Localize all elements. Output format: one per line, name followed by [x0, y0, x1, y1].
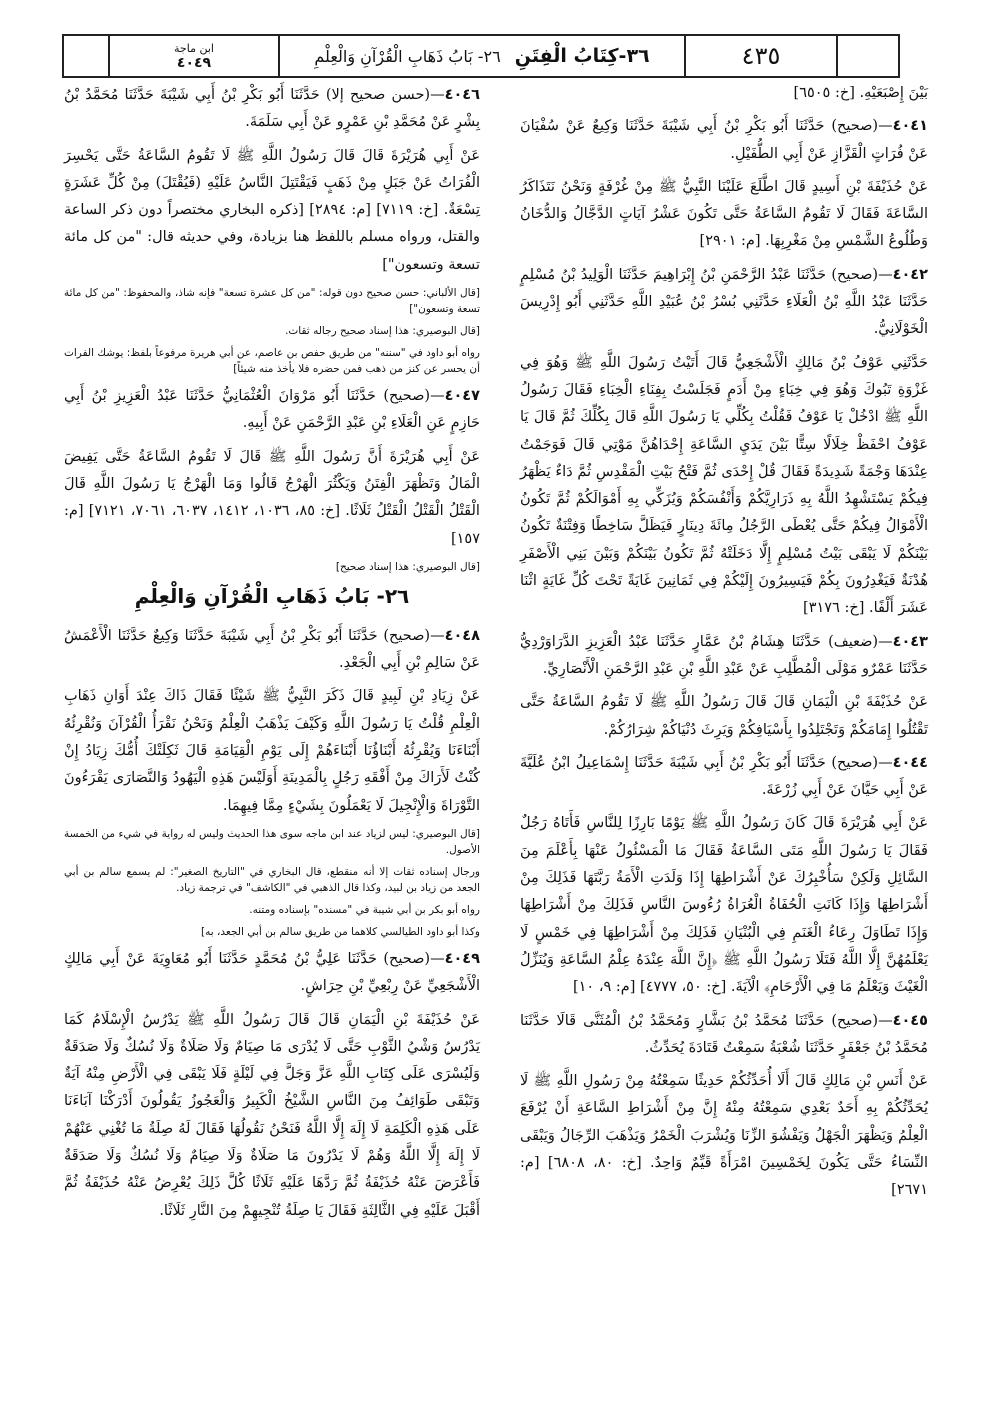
paragraph-text: عَنْ حُذَيْفَةَ بْنِ الْيَمَانِ قَالَ قَالَ رَسُولُ اللَّهِ ﷺ لَا تَقُومُ السَّاعَةُ حَتَّى تَقْتُلُوا إِمَامَكُمْ وَتَجْتَلِدُوا بِأَسْيَافِكُمْ وَيَرِثَ دُنْيَاكُمْ شِرَارُكُمْ. — [520, 694, 928, 738]
paragraph-text: عَنْ حُذَيْفَةَ بْنِ الْيَمَانِ قَالَ قَالَ رَسُولُ اللَّهِ ﷺ يَدْرُسُ الْإِسْلَامُ كَمَا يَدْرُسُ وَشْيُ الثَّوْبِ حَتَّى لَا يُدْرَى مَا صِيَامٌ وَلَا صَلَاةٌ وَلَا نُسُكٌ وَلَا صَدَقَةٌ وَلَيُسْرَى عَلَى كِتَابِ اللَّهِ عَزَّ وَجَلَّ فِي لَيْلَةٍ فَلَا يَبْقَى فِي الْأَرْضِ مِنْهُ آيَةٌ وَتَبْقَى طَوَائِفُ مِنَ النَّاسِ الشَّيْخُ الْكَبِيرُ وَالْعَجُوزُ يَقُولُونَ أَدْرَكْنَا آبَاءَنَا عَلَى هَذِهِ الْكَلِمَةِ لَا إِلَهَ إِلَّا اللَّهُ فَنَحْنُ نَقُولُهَا فَقَالَ لَهُ صِلَةُ مَا تُغْنِي عَنْهُمْ لَا إِلَهَ إِلَّا اللَّهُ وَهُمْ لَا يَدْرُونَ مَا صَلَاةٌ وَلَا صِيَامٌ وَلَا نُسُكٌ وَلَا صَدَقَةٌ فَأَعْرَضَ عَنْهُ حُذَيْفَةُ ثُمَّ رَدَّهَا عَلَيْهِ ثَلَاثًا كُلَّ ذَلِكَ يُعْرِضُ عَنْهُ حُذَيْفَةُ ثُمَّ أَقْبَلَ عَلَيْهِ فِي الثَّالِثَةِ فَقَالَ يَا صِلَةُ تُنْجِيهِمْ مِنَ النَّارِ ثَلَاثًا. — [64, 1011, 480, 1219]
paragraph-text: وكذا أبو داود الطيالسي كلاهما من طريق سالم بن أبي الجعد، به] — [201, 925, 480, 938]
hadith-number: ٤٠٤٩ — [444, 950, 480, 967]
paragraph-text: [قال البوصيري: هذا إسناد صحيح رجاله ثقات. — [285, 325, 480, 338]
paragraph-text: (صحيح) حَدَّثَنَا عَبْدُ الرَّحْمَنِ بْنُ إِبْرَاهِيمَ حَدَّثَنَا الْوَلِيدُ بْنُ مُسْلِمٍ حَدَّثَنَا عَبْدُ اللَّهِ بْنُ الْعَلَاءِ حَدَّثَنِي بُسْرُ بْنُ عُبَيْدِ اللَّهِ حَدَّثَنِي أَبُو إِدْرِيسَ الْخَوْلَانِيُّ. — [520, 266, 928, 338]
running-title — [278, 36, 684, 76]
hadith-text — [520, 689, 928, 744]
paragraph-text: عَنْ زِيَادِ بْنِ لَبِيدٍ قَالَ ذَكَرَ النَّبِيُّ ﷺ شَيْئًا فَقَالَ ذَاكَ عِنْدَ أَوَانِ ذَهَابِ الْعِلْمِ قُلْتُ يَا رَسُولَ اللَّهِ وَكَيْفَ يَذْهَبُ الْعِلْمُ وَنَحْنُ نَقْرَأُ الْقُرْآنَ وَنُقْرِئُهُ أَبْنَاءَنَا وَيُقْرِئُهُ أَبْنَاؤُنَا أَبْنَاءَهُمْ إِلَى يَوْمِ الْقِيَامَةِ قَالَ ثَكِلَتْكَ أُمُّكَ زِيَادُ إِنْ كُنْتُ لَأَرَاكَ مِنْ أَفْقَهِ رَجُلٍ بِالْمَدِينَةِ أَوَلَيْسَ هَذِهِ الْيَهُودُ وَالنَّصَارَى يَقْرَءُونَ التَّوْرَاةَ وَالْإِنْجِيلَ لَا يَعْمَلُونَ بِشَيْءٍ مِمَّا فِيهِمَا. — [64, 688, 480, 814]
paragraph-text: عَنْ أَبِي هُرَيْرَةَ قَالَ قَالَ رَسُولُ اللَّهِ ﷺ لَا تَقُومُ السَّاعَةُ حَتَّى يَحْسِرَ الْفُرَاتُ عَنْ جَبَلٍ مِنْ ذَهَبٍ فَيَقْتَتِلَ النَّاسُ عَلَيْهِ (فَيُقْتَلَ) مِنْ كُلِّ عَشَرَةٍ تِسْعَةٌ. [خ: ٧١١٩] [م: ٢٨٩٤] [ذكره البخاري مختصراً دون ذكر الساعة والقتل، ورواه مسلم باللفظ هنا بزيادة، وفي حديثه قال: "من كل مائة تسعة وتسعون"] — [64, 147, 480, 273]
hadith-text — [64, 1007, 480, 1225]
hadith-text — [520, 810, 928, 1001]
paragraph-text: عَنْ أَبِي هُرَيْرَةَ قَالَ كَانَ رَسُولُ اللَّهِ ﷺ يَوْمًا بَارِزًا لِلنَّاسِ فَأَتَاهُ رَجُلٌ فَقَالَ يَا رَسُولَ اللَّهِ مَتَى السَّاعَةُ فَقَالَ مَا الْمَسْئُولُ عَنْهَا بِأَعْلَمَ مِنَ السَّائِلِ وَلَكِنْ سَأُخْبِرُكَ عَنْ أَشْرَاطِهَا إِذَا وَلَدَتِ الْأَمَةُ رَبَّتَهَا فَذَلِكَ مِنْ أَشْرَاطِهَا وَإِذَا كَانَتِ الْحُفَاةُ الْعُرَاةُ رُءُوسَ النَّاسِ فَذَلِكَ مِنْ أَشْرَاطِهَا وَإِذَا تَطَاوَلَ رِعَاءُ الْغَنَمِ فِي الْبُنْيَانِ فَذَلِكَ مِنْ أَشْرَاطِهَا فِي خَمْسٍ لَا يَعْلَمُهُنَّ إِلَّا اللَّهُ فَتَلَا رَسُولُ اللَّهِ ﷺ ﴿إِنَّ اللَّهَ عِنْدَهُ عِلْمُ السَّاعَةِ وَيُنَزِّلُ الْغَيْثَ وَيَعْلَمُ مَا فِي الْأَرْحَامِ﴾ الْآيَةَ. [خ: ٥٠، ٤٧٧٧] [م: ٩، ١٠] — [520, 815, 928, 996]
book-title: ٣٦-كِتَابُ الْفِتَنِ — [514, 45, 650, 67]
ref-label: ابن ماجة — [174, 42, 214, 55]
paragraph-text: (صحيح) حَدَّثَنَا أَبُو بَكْرِ بْنُ أَبِي شَيْبَةَ حَدَّثَنَا وَكِيعٌ عَنْ سُفْيَانَ عَنْ فُرَاتٍ الْقَزَّازِ عَنْ أَبِي الطُّفَيْلِ. — [520, 118, 928, 162]
hadith-text — [64, 683, 480, 819]
paragraph-text: [قال البوصيري: ليس لزياد عند ابن ماجه سوى هذا الحديث وليس له رواية في شيء من الخمسة الأصول. — [64, 827, 480, 856]
footnote — [64, 559, 480, 575]
hadith-isnad: ٤٠٤٤—(صحيح) حَدَّثَنَا أَبُو بَكْرِ بْنُ أَبِي شَيْبَةَ حَدَّثَنَا إِسْمَاعِيلُ ابْنُ عُلَيَّةَ عَنْ أَبِي حَيَّانَ عَنْ أَبِي زُرْعَةَ. — [520, 754, 928, 799]
footnote — [64, 323, 480, 339]
footnote — [64, 826, 480, 858]
hadith-isnad: ٤٠٤٩—(صحيح) حَدَّثَنَا عَلِيُّ بْنُ مُحَمَّدٍ حَدَّثَنَا أَبُو مُعَاوِيَةَ عَنْ أَبِي مَالِكٍ الْأَشْجَعِيِّ عَنْ رِبْعِيِّ بْنِ حِرَاشٍ. — [64, 950, 480, 995]
footnote — [64, 345, 480, 377]
chapter-subtitle: ٢٦- بَابُ ذَهَابِ الْقُرْآنِ وَالْعِلْمِ — [314, 46, 501, 66]
paragraph-text: بَيْنَ إِصْبَعَيْهِ. [خ: ٦٥٠٥] — [793, 85, 928, 101]
paragraph-text: (صحيح) حَدَّثَنَا أَبُو بَكْرِ بْنُ أَبِي شَيْبَةَ حَدَّثَنَا وَكِيعٌ حَدَّثَنَا الْأَعْمَشُ عَنْ سَالِمِ بْنِ أَبِي الْجَعْدِ. — [64, 627, 480, 672]
paragraph-text: (صحيح) حَدَّثَنَا أَبُو بَكْرِ بْنُ أَبِي شَيْبَةَ حَدَّثَنَا إِسْمَاعِيلُ ابْنُ عُلَيَّةَ عَنْ أَبِي حَيَّانَ عَنْ أَبِي زُرْعَةَ. — [520, 754, 928, 799]
hadith-text — [520, 174, 928, 256]
paragraph-text: ورجال إسناده ثقات إلا أنه منقطع، قال البخاري في "التاريخ الصغير": لم يسمع سالم بن أبي الجعد من زياد بن لبيد، وكذا قال الذهبي في "الكاشف" في ترجمة زياد. — [64, 865, 480, 894]
ref-number: ٤٠٤٩ — [176, 55, 212, 71]
hadith-isnad: ٤٠٤١—(صحيح) حَدَّثَنَا أَبُو بَكْرِ بْنُ أَبِي شَيْبَةَ حَدَّثَنَا وَكِيعٌ عَنْ سُفْيَانَ عَنْ فُرَاتٍ الْقَزَّازِ عَنْ أَبِي الطُّفَيْلِ. — [520, 118, 928, 162]
paragraph-text: عَنْ أَبِي هُرَيْرَةَ أَنَّ رَسُولَ اللَّهِ ﷺ قَالَ لَا تَقُومُ السَّاعَةُ حَتَّى يَفِيضَ الْمَالُ وَتَظْهَرَ الْفِتَنُ وَيَكْثُرَ الْهَرْجُ قَالُوا وَمَا الْهَرْجُ يَا رَسُولَ اللَّهِ قَالَ الْقَتْلُ الْقَتْلُ الْقَتْلُ ثَلَاثًا. [خ: ٨٥، ١٠٣٦، ١٤١٢، ٦٠٣٧، ٧٠٦١، ٧١٢١] [م: ١٥٧] — [64, 448, 480, 547]
hadith-number: ٤٠٤٥ — [892, 1012, 928, 1029]
header-end-cell — [64, 36, 108, 76]
paragraph-text: رواه أبو بكر بن أبي شيبة في "مسنده" بإسناده ومتنه. — [249, 903, 480, 916]
hadith-number: ٤٠٤٧ — [444, 388, 480, 405]
paragraph-text: (صحيح) حَدَّثَنَا أَبُو مَرْوَانَ الْعُثْمَانِيُّ حَدَّثَنَا عَبْدُ الْعَزِيزِ بْنُ أَبِي حَازِمٍ عَنِ الْعَلَاءِ بْنِ عَبْدِ الرَّحْمَنِ عَنْ أَبِيهِ. — [64, 388, 480, 432]
hadith-text — [520, 1068, 928, 1204]
chapter-heading: ٢٦- بَابُ ذَهَابِ الْقُرْآنِ وَالْعِلْمِ — [134, 583, 410, 608]
paragraph-text: [قال الألباني: حسن صحيح دون قوله: "من كل عشرة تسعة" فإنه شاذ، والمحفوظ: "من كل مائة تسعة وتسعون"] — [64, 287, 480, 316]
paragraph-text: حَدَّثَنِي عَوْفُ بْنُ مَالِكٍ الْأَشْجَعِيُّ قَالَ أَتَيْتُ رَسُولَ اللَّهِ ﷺ وَهُوَ فِي غَزْوَةِ تَبُوكَ وَهُوَ فِي خِبَاءٍ مِنْ أَدَمٍ فَجَلَسْتُ بِفِنَاءِ الْخِبَاءِ فَقَالَ رَسُولُ اللَّهِ ﷺ ادْخُلْ يَا عَوْفُ فَقُلْتُ بِكُلِّي يَا رَسُولَ اللَّهِ قَالَ بِكُلِّكَ ثُمَّ قَالَ يَا عَوْفُ احْفَظْ خِلَالًا سِتًّا بَيْنَ يَدَيِ السَّاعَةِ إِحْدَاهُنَّ مَوْتِي قَالَ فَوَجَمْتُ عِنْدَهَا وَجْمَةً شَدِيدَةً فَقَالَ قُلْ إِحْدَى ثُمَّ فَتْحُ بَيْتِ الْمَقْدِسِ ثُمَّ دَاءٌ يَظْهَرُ فِيكُمْ يَسْتَشْهِدُ اللَّهُ بِهِ ذَرَارِيَّكُمْ وَأَنْفُسَكُمْ وَيُزَكِّي بِهِ أَمْوَالَكُمْ ثُمَّ تَكُونُ الْأَمْوَالُ فِيكُمْ حَتَّى يُعْطَى الرَّجُلُ مِائَةَ دِينَارٍ فَيَظَلَّ سَاخِطًا وَفِتْنَةٌ تَكُونُ بَيْنَكُمْ لَا يَبْقَى بَيْتُ مُسْلِمٍ إِلَّا دَخَلَتْهُ ثُمَّ تَكُونُ بَيْنَكُمْ وَبَيْنَ بَنِي الْأَصْفَرِ هُدْنَةٌ فَيَغْدِرُونَ بِكُمْ فَيَسِيرُونَ إِلَيْكُمْ فِي ثَمَانِينَ غَايَةً تَحْتَ كُلِّ غَايَةٍ اثْنَا عَشَرَ أَلْفًا. [خ: ٣١٧٦] — [520, 354, 928, 617]
hadith-text — [64, 143, 480, 279]
paragraph-text: (ضعيف) حَدَّثَنَا هِشَامُ بْنُ عَمَّارٍ حَدَّثَنَا عَبْدُ الْعَزِيزِ الدَّرَاوَرْدِيُّ حَدَّثَنَا عَمْرٌو مَوْلَى الْمُطَّلِبِ عَنْ عَبْدِ اللَّهِ بْنِ عَبْدِ الرَّحْمَنِ الْأَنْصَارِيِّ. — [520, 633, 928, 677]
hadith-number: ٤٠٤٣ — [892, 633, 928, 650]
hadith-text — [520, 350, 928, 623]
paragraph-text: عَنْ أَنَسِ بْنِ مَالِكٍ قَالَ أَلَا أُحَدِّثُكُمْ حَدِيثًا سَمِعْتُهُ مِنْ رَسُولِ اللَّهِ ﷺ لَا يُحَدِّثُكُمْ بِهِ أَحَدٌ بَعْدِي سَمِعْتُهُ مِنْهُ إِنَّ مِنْ أَشْرَاطِ السَّاعَةِ أَنْ يُرْفَعَ الْعِلْمُ وَيَظْهَرَ الْجَهْلُ وَيَفْشُوَ الزِّنَا وَيُشْرَبَ الْخَمْرُ وَيَذْهَبَ الرِّجَالُ وَيَبْقَى النِّسَاءُ حَتَّى يَكُونَ لِخَمْسِينَ امْرَأَةً قَيِّمٌ وَاحِدٌ. [خ: ٨٠، ٦٨٠٨] [م: ٢٦٧١] — [520, 1073, 928, 1199]
left-column — [64, 82, 480, 1231]
footnote — [64, 902, 480, 918]
hadith-isnad: ٤٠٤٧—(صحيح) حَدَّثَنَا أَبُو مَرْوَانَ الْعُثْمَانِيُّ حَدَّثَنَا عَبْدُ الْعَزِيزِ بْنُ أَبِي حَازِمٍ عَنِ الْعَلَاءِ بْنِ عَبْدِ الرَّحْمَنِ عَنْ أَبِيهِ. — [64, 388, 480, 432]
paragraph-text: عَنْ حُذَيْفَةَ بْنِ أَسِيدٍ قَالَ اطَّلَعَ عَلَيْنَا النَّبِيُّ ﷺ مِنْ غُرْفَةٍ وَنَحْنُ نَتَذَاكَرُ السَّاعَةَ فَقَالَ لَا تَقُومُ السَّاعَةُ حَتَّى تَكُونَ عَشْرُ آيَاتٍ الدَّجَّالُ وَالدُّخَانُ وَطُلُوعُ الشَّمْسِ مِنْ مَغْرِبِهَا. [م: ٢٩٠١] — [520, 178, 928, 250]
page-header — [62, 34, 900, 78]
hadith-text — [64, 444, 480, 553]
footnote — [64, 285, 480, 317]
hadith-reference — [108, 36, 278, 76]
paragraph-text: (حسن صحيح إلا) حَدَّثَنَا أَبُو بَكْرِ بْنُ أَبِي شَيْبَةَ حَدَّثَنَا مُحَمَّدُ بْنُ بِشْرٍ عَنْ مُحَمَّدِ بْنِ عَمْرٍو عَنْ أَبِي سَلَمَةَ. — [64, 87, 480, 131]
footnote — [64, 924, 480, 940]
hadith-number: ٤٠٤٨ — [444, 627, 480, 644]
hadith-isnad: ٤٠٤٨—(صحيح) حَدَّثَنَا أَبُو بَكْرِ بْنُ أَبِي شَيْبَةَ حَدَّثَنَا وَكِيعٌ حَدَّثَنَا الْأَعْمَشُ عَنْ سَالِمِ بْنِ أَبِي الْجَعْدِ. — [64, 627, 480, 672]
hadith-number: ٤٠٤١ — [892, 118, 928, 135]
hadith-number: ٤٠٤٦ — [444, 87, 480, 103]
hadith-number: ٤٠٤٢ — [892, 266, 928, 283]
hadith-text — [520, 80, 928, 107]
paragraph-text: رواه أبو داود في "سننه" من طريق حفص بن عاصم، عن أبي هريرة مرفوعاً بلفظ: يوشك الفرات أن يحسر عن كنز من ذهب فمن حضره فلا يأخذ منه شيئاً] — [64, 347, 480, 376]
hadith-number: ٤٠٤٤ — [892, 754, 928, 771]
page-number: ٤٣٥ — [684, 36, 836, 76]
footnote — [64, 864, 480, 896]
hadith-isnad: ٤٠٤٦—(حسن صحيح إلا) حَدَّثَنَا أَبُو بَكْرِ بْنُ أَبِي شَيْبَةَ حَدَّثَنَا مُحَمَّدُ بْنُ بِشْرٍ عَنْ مُحَمَّدِ بْنِ عَمْرٍو عَنْ أَبِي سَلَمَةَ. — [64, 87, 480, 131]
hadith-isnad: ٤٠٤٣—(ضعيف) حَدَّثَنَا هِشَامُ بْنُ عَمَّارٍ حَدَّثَنَا عَبْدُ الْعَزِيزِ الدَّرَاوَرْدِيُّ حَدَّثَنَا عَمْرٌو مَوْلَى الْمُطَّلِبِ عَنْ عَبْدِ اللَّهِ بْنِ عَبْدِ الرَّحْمَنِ الْأَنْصَارِيِّ. — [520, 633, 928, 677]
paragraph-text: [قال البوصيري: هذا إسناد صحيح] — [335, 560, 480, 573]
paragraph-text: (صحيح) حَدَّثَنَا مُحَمَّدُ بْنُ بَشَّارٍ وَمُحَمَّدُ بْنُ الْمُثَنَّى قَالَا حَدَّثَنَا مُحَمَّدُ بْنُ جَعْفَرٍ حَدَّثَنَا شُعْبَةُ سَمِعْتُ قَتَادَةَ يُحَدِّثُ. — [520, 1012, 928, 1056]
paragraph-text: (صحيح) حَدَّثَنَا عَلِيُّ بْنُ مُحَمَّدٍ حَدَّثَنَا أَبُو مُعَاوِيَةَ عَنْ أَبِي مَالِكٍ الْأَشْجَعِيِّ عَنْ رِبْعِيِّ بْنِ حِرَاشٍ. — [64, 950, 480, 995]
right-column — [520, 80, 928, 1211]
hadith-isnad: ٤٠٤٢—(صحيح) حَدَّثَنَا عَبْدُ الرَّحْمَنِ بْنُ إِبْرَاهِيمَ حَدَّثَنَا الْوَلِيدُ بْنُ مُسْلِمٍ حَدَّثَنَا عَبْدُ اللَّهِ بْنُ الْعَلَاءِ حَدَّثَنِي بُسْرُ بْنُ عُبَيْدِ اللَّهِ حَدَّثَنِي أَبُو إِدْرِيسَ الْخَوْلَانِيُّ. — [520, 266, 928, 338]
hadith-isnad: ٤٠٤٥—(صحيح) حَدَّثَنَا مُحَمَّدُ بْنُ بَشَّارٍ وَمُحَمَّدُ بْنُ الْمُثَنَّى قَالَا حَدَّثَنَا مُحَمَّدُ بْنُ جَعْفَرٍ حَدَّثَنَا شُعْبَةُ سَمِعْتُ قَتَادَةَ يُحَدِّثُ. — [520, 1012, 928, 1056]
header-blank-cell — [836, 36, 898, 76]
